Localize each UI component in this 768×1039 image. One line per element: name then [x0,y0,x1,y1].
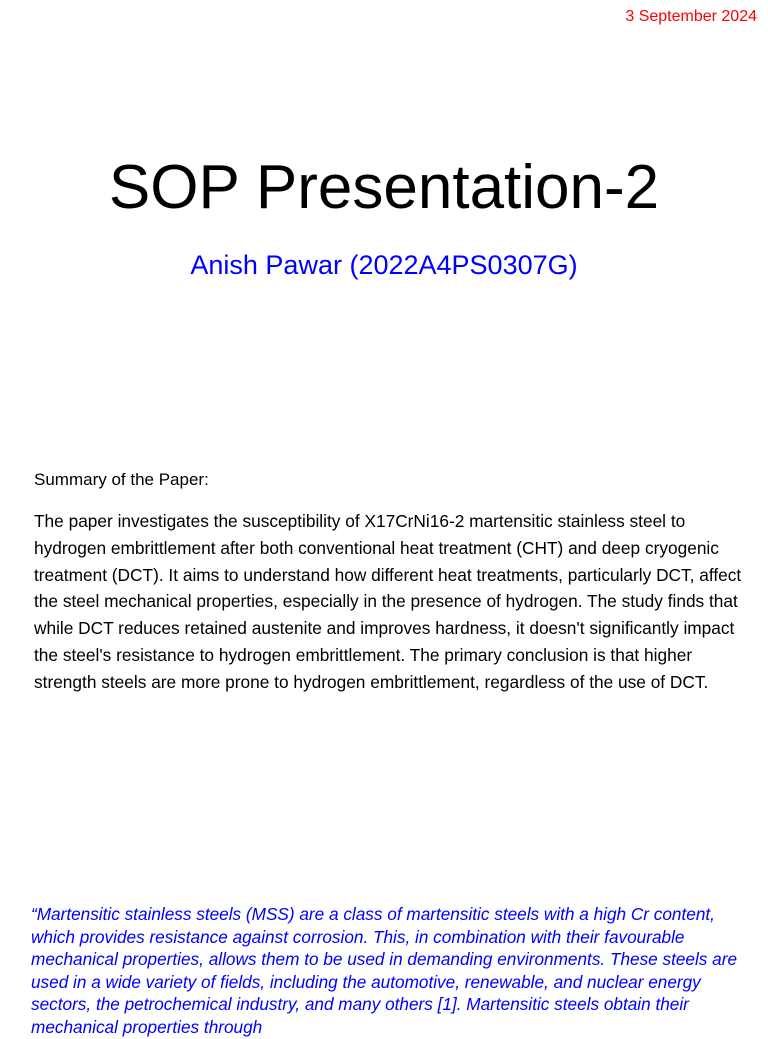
quote-paragraph: “Martensitic stainless steels (MSS) are a class of martensitic steels with a high Cr content, which provides resistance against corrosion. This, in combination with their favourable mechanical properties, allows them to be used in demanding environments. These steels are used in a wide variety of fields, including the automotive, renewable, and nuclear energy sectors, the petrochemical industry, and many others [1]. Martensitic steels obtain their mechanical properties through [31,904,738,1037]
summary-paragraph: The paper investigates the susceptibility of X17CrNi16-2 martensitic stainless steel to hydrogen embrittlement after both conventional heat treatment (CHT) and deep cryogenic treatment (DCT). It aims to understand how different heat treatments, particularly DCT, affect the steel mechanical properties, especially in the presence of hydrogen. The study finds that while DCT reduces retained austenite and improves hardness, it doesn't significantly impact the steel's resistance to hydrogen embrittlement. The primary conclusion is that higher strength steels are more prone to hydrogen embrittlement, regardless of the use of DCT. [34,511,742,692]
page-title: SOP Presentation-2 [108,153,660,222]
summary-heading: Summary of the Paper: [34,470,209,489]
author-line: Anish Pawar (2022A4PS0307G) [190,250,578,280]
date-label: 3 September 2024 [625,8,757,25]
